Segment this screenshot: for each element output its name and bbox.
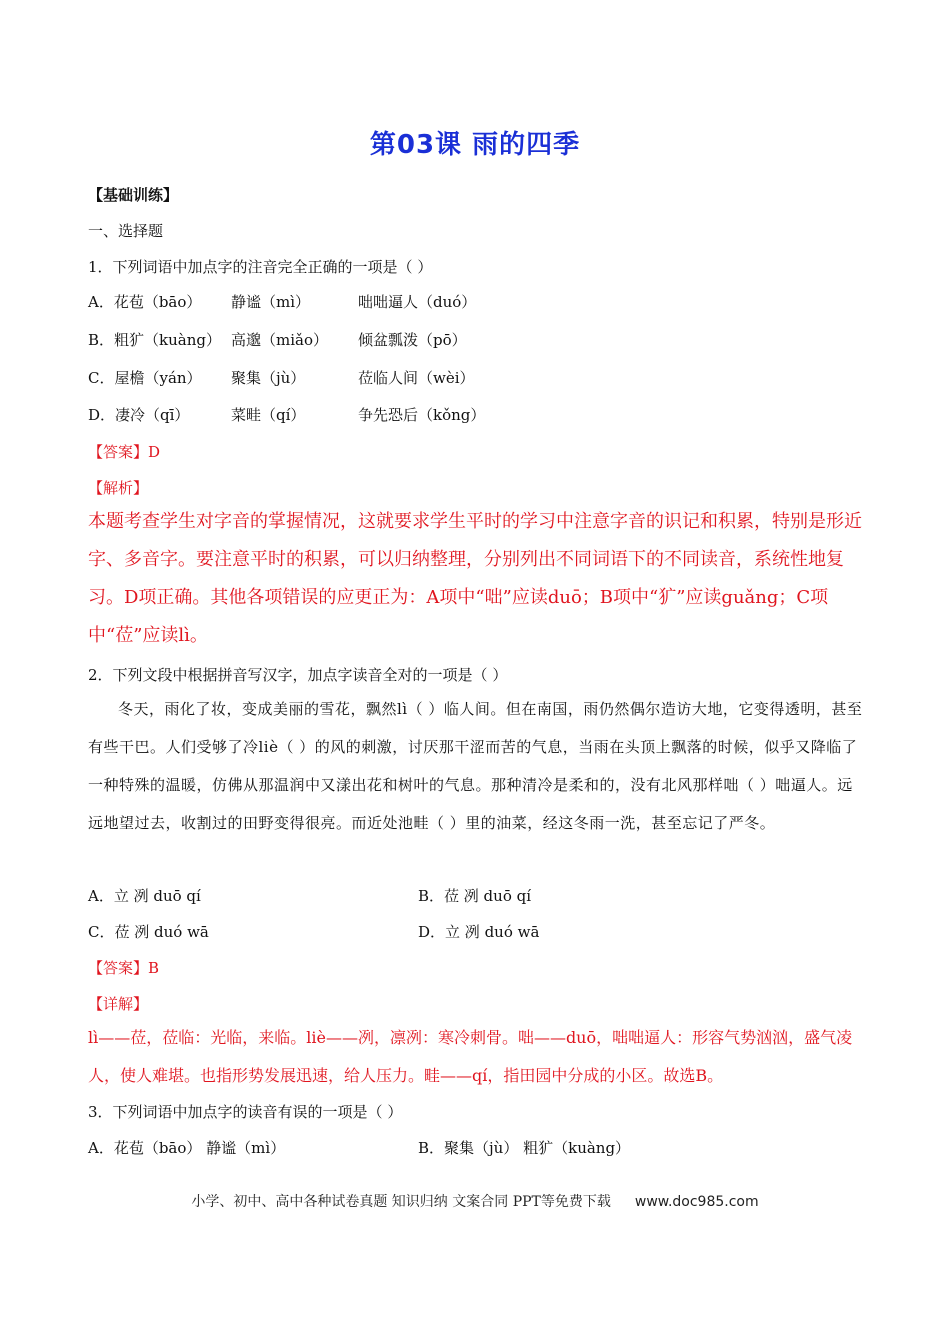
q2-option-a: A．立 冽 duō qí bbox=[88, 887, 201, 905]
q3-option-b: B．聚集（jù） 粗犷（kuàng） bbox=[418, 1139, 631, 1157]
q1-answer: 【答案】D bbox=[88, 443, 161, 461]
q1-option-a-3: 咄咄逼人（duó） bbox=[358, 293, 477, 311]
q2-detail: lì——莅，莅临：光临，来临。liè——冽，凛冽：寒冷刺骨。咄——duō，咄咄逼人：形容气势汹汹，盛气凌人，使人难堪。也指形势发展迅速，给人压力。畦——qí，指田园中分成的小区。故选B。 bbox=[88, 1028, 853, 1085]
q2-option-b: B．莅 冽 duō qí bbox=[418, 887, 532, 905]
q2-option-d: D．立 冽 duó wā bbox=[418, 923, 540, 941]
q3-stem: 3．下列词语中加点字的读音有误的一项是（ ） bbox=[88, 1103, 403, 1121]
q1-option-b-3: 倾盆瓢泼（pō） bbox=[358, 331, 467, 349]
q2-stem: 2．下列文段中根据拼音写汉字，加点字读音全对的一项是（ ） bbox=[88, 666, 508, 684]
q2-passage: 冬天，雨化了妆，变成美丽的雪花，飘然lì（ ）临人间。但在南国，雨仍然偶尔造访大地，它变得透明，甚至有些干巴。人们受够了冷liè（ ）的风的刺激，讨厌那干涩而苦的气息，当雨在头顶上飘落的时候，似乎又降临了一种特殊的温暖，仿佛从那温润中又漾出花和树叶的气息。那种清冷是柔和的，没有北风那样咄（ ）咄逼人。远远地望过去，收割过的田野变得很亮。而近处池畦（ ）里的油菜，经这冬雨一洗，甚至忘记了严冬。 bbox=[88, 700, 863, 832]
q1-analysis: 本题考查学生对字音的掌握情况，这就要求学生平时的学习中注意字音的识记和积累，特别是形近字、多音字。要注意平时的积累，可以归纳整理，分别列出不同词语下的不同读音，系统性地复习。D项正确。其他各项错误的应更正为：A项中“咄”应读duō；B项中“犷”应读guǎng；C项中“莅”应读lì。 bbox=[88, 511, 862, 646]
section-heading: 【基础训练】 bbox=[88, 186, 179, 204]
q1-option-d-2: 菜畦（qí） bbox=[231, 406, 306, 424]
part-heading: 一、选择题 bbox=[88, 222, 164, 240]
q1-option-c-3: 莅临人间（wèi） bbox=[358, 369, 475, 387]
q2-detail-label: 【详解】 bbox=[88, 995, 149, 1013]
page-footer bbox=[0, 1191, 950, 1211]
q1-option-b-1: B．粗犷（kuàng） bbox=[88, 331, 221, 349]
q1-option-c-1: C．屋檐（yán） bbox=[88, 369, 202, 387]
q1-analysis-label: 【解析】 bbox=[88, 479, 149, 497]
q1-stem: 1．下列词语中加点字的注音完全正确的一项是（ ） bbox=[88, 258, 433, 276]
q2-option-c: C．莅 冽 duó wā bbox=[88, 923, 209, 941]
q1-option-a-2: 静谧（mì） bbox=[231, 293, 311, 311]
footer-text: 小学、初中、高中各种试卷真题 知识归纳 文案合同 PPT等免费下载 bbox=[191, 1194, 611, 1210]
q3-option-a: A．花苞（bāo） 静谧（mì） bbox=[88, 1139, 286, 1157]
q1-option-d-3: 争先恐后（kǒng） bbox=[358, 406, 486, 424]
q1-option-b-2: 高邈（miǎo） bbox=[231, 331, 328, 349]
q1-option-a-1: A．花苞（bāo） bbox=[88, 293, 202, 311]
footer-url[interactable]: www.doc985.com bbox=[634, 1194, 759, 1210]
q1-option-d-1: D．凄冷（qī） bbox=[88, 406, 190, 424]
q2-answer: 【答案】B bbox=[88, 959, 160, 977]
q1-option-c-2: 聚集（jù） bbox=[231, 369, 306, 387]
lesson-title: 第03课 雨的四季 bbox=[369, 130, 581, 160]
